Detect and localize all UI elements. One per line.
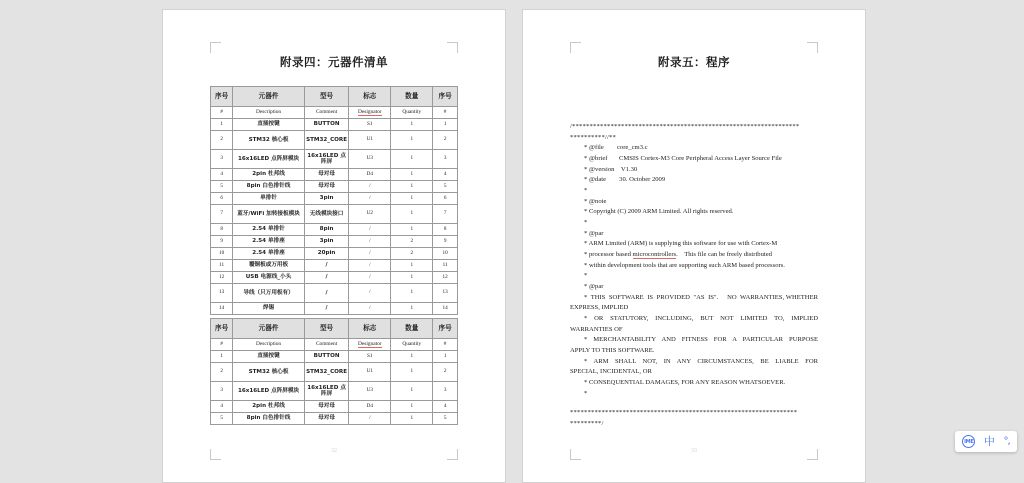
cell-model: / — [304, 303, 348, 315]
cell-component: 直插按键 — [233, 351, 305, 363]
cell-designator: / — [349, 236, 391, 248]
th-index-b: 序号 — [211, 319, 233, 339]
cell-model: / — [304, 260, 348, 272]
table-row — [211, 131, 458, 150]
cell-index: 6 — [211, 193, 233, 205]
cell-index2: 4 — [433, 169, 458, 181]
code-line: * — [584, 272, 588, 280]
ime-logo-icon[interactable]: IME — [962, 435, 975, 448]
code-line: * processor based microcontrollers. This file can be freely distributed — [584, 251, 772, 259]
page-number-left: 32 — [331, 448, 337, 454]
cell-model: / — [304, 272, 348, 284]
cell-quantity: 1 — [391, 303, 433, 315]
cell-index2: 7 — [433, 205, 458, 224]
cell-index: 4 — [211, 169, 233, 181]
cell-model: STM32_CORE — [304, 131, 348, 150]
cell-index: 11 — [211, 260, 233, 272]
code-line: * @date 30. October 2009 — [584, 176, 666, 184]
cell-index: 8 — [211, 224, 233, 236]
table-row — [211, 272, 458, 284]
cell-component: 2.54 单排座 — [233, 248, 305, 260]
th-en-quantity: Quantity — [391, 107, 433, 119]
ime-language-mode-button[interactable]: 中 — [983, 435, 995, 448]
table-row — [211, 413, 458, 425]
cell-index2: 13 — [433, 284, 458, 303]
code-line: /***************************************************************** — [570, 123, 800, 130]
cell-quantity: 1 — [391, 272, 433, 284]
code-line: * @par — [584, 229, 604, 237]
cell-component: 蓝牙/WiFi 加转接板模块 — [233, 205, 305, 224]
code-line: * @version V1.30 — [584, 165, 638, 173]
table-row — [211, 260, 458, 272]
table-row — [211, 169, 458, 181]
cell-designator: / — [349, 181, 391, 193]
cell-model: 20pin — [304, 248, 348, 260]
th-model: 型号 — [304, 87, 348, 107]
cell-index2: 1 — [433, 351, 458, 363]
cell-model: 16x16LED 点阵屏 — [304, 382, 348, 401]
th-designator: 标志 — [349, 87, 391, 107]
document-page-left[interactable] — [163, 10, 505, 482]
designator-label: Designator — [357, 109, 382, 116]
source-code-comment-block — [570, 122, 818, 430]
cell-quantity: 1 — [391, 413, 433, 425]
table-row — [211, 351, 458, 363]
cell-quantity: 1 — [391, 169, 433, 181]
cell-index2: 5 — [433, 413, 458, 425]
cell-model: / — [304, 284, 348, 303]
cell-quantity: 2 — [391, 248, 433, 260]
cell-component: 2.54 单排座 — [233, 236, 305, 248]
cell-model: 母对母 — [304, 181, 348, 193]
cell-model: BUTTON — [304, 119, 348, 131]
cell-quantity: 1 — [391, 150, 433, 169]
cell-index: 1 — [211, 119, 233, 131]
cell-index2: 1 — [433, 119, 458, 131]
th-component: 元器件 — [233, 87, 305, 107]
cell-index2: 3 — [433, 150, 458, 169]
ime-punctuation-toggle-icon[interactable]: °, — [1003, 435, 1010, 447]
code-line: * THIS SOFTWARE IS PROVIDED "AS IS". NO WARRANTIES, WHETHER EXPRESS, IMPLIED — [570, 293, 820, 312]
cell-quantity: 1 — [391, 260, 433, 272]
cell-index: 5 — [211, 181, 233, 193]
cell-component: 2pin 杜邦线 — [233, 169, 305, 181]
cell-quantity: 1 — [391, 119, 433, 131]
table-row — [211, 224, 458, 236]
code-line: * Copyright (C) 2009 ARM Limited. All rights reserved. — [584, 208, 734, 216]
code-line: * — [584, 389, 588, 397]
cell-quantity: 1 — [391, 224, 433, 236]
cell-index: 14 — [211, 303, 233, 315]
table-header-row-cn — [211, 87, 458, 107]
th-component-b: 元器件 — [233, 319, 305, 339]
cell-designator: D4 — [349, 169, 391, 181]
cell-designator: / — [349, 193, 391, 205]
th-en-hash-b: # — [211, 339, 233, 351]
cell-designator: / — [349, 248, 391, 260]
cell-component: 2pin 杜邦线 — [233, 401, 305, 413]
page-right-body — [570, 42, 818, 460]
cell-model: 母对母 — [304, 169, 348, 181]
th-en-comment: Comment — [304, 107, 348, 119]
table-header-row-en — [211, 107, 458, 119]
cell-designator: / — [349, 303, 391, 315]
code-line: *********/ — [570, 420, 604, 428]
cell-designator: S1 — [349, 119, 391, 131]
cell-designator: U2 — [349, 205, 391, 224]
th-en-description: Description — [233, 107, 305, 119]
cell-designator: / — [349, 260, 391, 272]
cell-model: 16x16LED 点阵屏 — [304, 150, 348, 169]
th-index: 序号 — [211, 87, 233, 107]
cell-model: 8pin — [304, 224, 348, 236]
code-line: * — [584, 187, 588, 195]
cell-index: 13 — [211, 284, 233, 303]
cell-quantity: 1 — [391, 401, 433, 413]
cell-model: 无线模块接口 — [304, 205, 348, 224]
cell-model: 3pin — [304, 193, 348, 205]
code-line: * — [584, 219, 588, 227]
code-line: * ARM SHALL NOT, IN ANY CIRCUMSTANCES, BE LIABLE FOR SPECIAL, INCIDENTAL, OR — [570, 357, 820, 376]
code-line: * within development tools that are supporting such ARM based processors. — [584, 261, 785, 269]
table-row — [211, 248, 458, 260]
code-line: * @brief CMSIS Cortex-M3 Core Peripheral Access Layer Source File — [584, 155, 782, 163]
cell-model: 3pin — [304, 236, 348, 248]
code-line: * ARM Limited (ARM) is supplying this software for use with Cortex-M — [584, 240, 778, 248]
table-row — [211, 150, 458, 169]
page-left-body — [210, 42, 458, 460]
cell-designator: U3 — [349, 150, 391, 169]
cell-index2: 11 — [433, 260, 458, 272]
cell-index2: 14 — [433, 303, 458, 315]
table-row — [211, 303, 458, 315]
table-row — [211, 382, 458, 401]
cell-model: 母对母 — [304, 401, 348, 413]
th-en-designator — [349, 107, 391, 119]
cell-component: 2.54 单排针 — [233, 224, 305, 236]
cell-component: STM32 核心板 — [233, 363, 305, 382]
th-quantity-b: 数量 — [391, 319, 433, 339]
table-row — [211, 284, 458, 303]
cell-index: 4 — [211, 401, 233, 413]
table-header-row-en-2 — [211, 339, 458, 351]
cell-index2: 2 — [433, 363, 458, 382]
cell-quantity: 1 — [391, 284, 433, 303]
table-header-row-cn-2 — [211, 319, 458, 339]
cell-component: USB 电源线_小头 — [233, 272, 305, 284]
cell-index: 2 — [211, 363, 233, 382]
cell-index2: 5 — [433, 181, 458, 193]
cell-index2: 8 — [433, 224, 458, 236]
code-line: * @note — [584, 197, 607, 205]
code-line: * MERCHANTABILITY AND FITNESS FOR A PARTICULAR PURPOSE APPLY TO THIS SOFTWARE. — [570, 336, 820, 355]
cell-designator: / — [349, 413, 391, 425]
cell-index: 7 — [211, 205, 233, 224]
cell-component: 直插按键 — [233, 119, 305, 131]
cell-quantity: 1 — [391, 205, 433, 224]
cell-index: 3 — [211, 382, 233, 401]
th-en-hash-2-b: # — [433, 339, 458, 351]
cell-component: 16x16LED 点阵屏模块 — [233, 150, 305, 169]
th-en-designator-b — [349, 339, 391, 351]
code-line: * @par — [584, 283, 604, 291]
cell-designator: U1 — [349, 131, 391, 150]
table-row — [211, 181, 458, 193]
page-title-appendix-five: 附录五：程序 — [658, 55, 730, 69]
th-en-hash-2: # — [433, 107, 458, 119]
cell-component: 8pin 白色排针线 — [233, 181, 305, 193]
cell-index: 5 — [211, 413, 233, 425]
spellcheck-underline: microcontrollers — [632, 251, 677, 259]
cell-model: 母对母 — [304, 413, 348, 425]
document-page-right[interactable] — [523, 10, 865, 482]
cell-index2: 10 — [433, 248, 458, 260]
cell-index2: 9 — [433, 236, 458, 248]
cell-designator: / — [349, 272, 391, 284]
code-line: * @file core_cm3.c — [584, 144, 648, 152]
cell-index: 10 — [211, 248, 233, 260]
cell-quantity: 1 — [391, 193, 433, 205]
cell-designator: U3 — [349, 382, 391, 401]
cell-quantity: 1 — [391, 181, 433, 193]
cell-quantity: 1 — [391, 131, 433, 150]
cell-designator: D4 — [349, 401, 391, 413]
th-quantity: 数量 — [391, 87, 433, 107]
cell-quantity: 2 — [391, 236, 433, 248]
cell-component: 16x16LED 点阵屏模块 — [233, 382, 305, 401]
cell-model: STM32_CORE — [304, 363, 348, 382]
code-line: **********//** — [570, 133, 617, 141]
designator-label-2: Designator — [357, 341, 382, 348]
cell-designator: S1 — [349, 351, 391, 363]
code-line: * OR STATUTORY, INCLUDING, BUT NOT LIMITED TO, IMPLIED WARRANTIES OF — [570, 315, 820, 333]
th-en-hash: # — [211, 107, 233, 119]
page-title-appendix-four: 附录四：元器件清单 — [280, 55, 388, 69]
cell-index: 2 — [211, 131, 233, 150]
cell-index2: 2 — [433, 131, 458, 150]
cell-quantity: 1 — [391, 382, 433, 401]
th-index-2-b: 序号 — [433, 319, 458, 339]
table-row — [211, 401, 458, 413]
cell-index2: 12 — [433, 272, 458, 284]
cell-model: BUTTON — [304, 351, 348, 363]
cell-index: 3 — [211, 150, 233, 169]
th-model-b: 型号 — [304, 319, 348, 339]
th-index-2: 序号 — [433, 87, 458, 107]
th-en-comment-b: Comment — [304, 339, 348, 351]
cell-quantity: 1 — [391, 351, 433, 363]
code-line: * CONSEQUENTIAL DAMAGES, FOR ANY REASON WHATSOEVER. — [584, 379, 786, 387]
cell-component: 单排针 — [233, 193, 305, 205]
cell-designator: U1 — [349, 363, 391, 382]
parts-list-table — [210, 86, 458, 315]
cell-designator: / — [349, 224, 391, 236]
cell-index: 9 — [211, 236, 233, 248]
page-number-right: 33 — [691, 448, 697, 454]
cell-index: 12 — [211, 272, 233, 284]
cell-index: 1 — [211, 351, 233, 363]
ime-toolbar[interactable] — [955, 431, 1017, 452]
cell-component: 导线（只万用板有） — [233, 284, 305, 303]
cell-designator: / — [349, 284, 391, 303]
cell-component: 8pin 白色排针线 — [233, 413, 305, 425]
cell-component: 覆铜板或万用板 — [233, 260, 305, 272]
table-row — [211, 363, 458, 382]
code-blank-line — [570, 399, 818, 408]
table-row — [211, 193, 458, 205]
table-row — [211, 205, 458, 224]
cell-component: 焊锡 — [233, 303, 305, 315]
table-row — [211, 236, 458, 248]
code-line: ***************************************************************** — [570, 409, 798, 417]
th-designator-b: 标志 — [349, 319, 391, 339]
th-en-description-b: Description — [233, 339, 305, 351]
table-row — [211, 119, 458, 131]
cell-quantity: 1 — [391, 363, 433, 382]
cell-index2: 4 — [433, 401, 458, 413]
cell-component: STM32 核心板 — [233, 131, 305, 150]
cell-index2: 3 — [433, 382, 458, 401]
th-en-quantity-b: Quantity — [391, 339, 433, 351]
cell-index2: 6 — [433, 193, 458, 205]
parts-list-table-continued — [210, 318, 458, 425]
